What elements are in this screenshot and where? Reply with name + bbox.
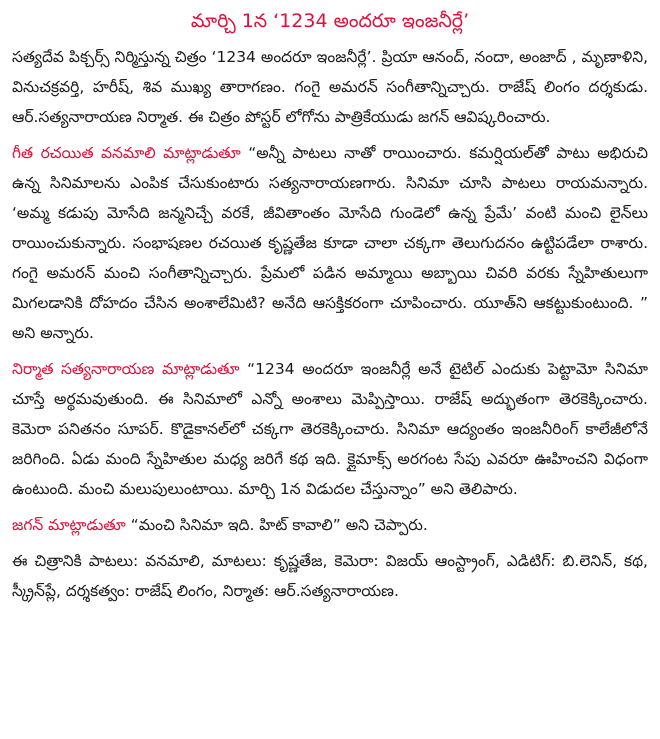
- producer-quote-paragraph: [12, 354, 648, 504]
- lyricist-quote-paragraph: [12, 138, 648, 348]
- jagan-speaker: జగన్ మాట్లాడుతూ: [12, 516, 126, 534]
- producer-quote-text: “1234 అందరూ ఇంజనీర్లే అనే టైటిల్ ఎందుకు పెట్టామో సినిమా చూస్తే అర్థమవుతుంది. ఈ సినిమాలో ఎన్నో అంశాలు మెప్పిస్తాయి. రాజేష్ అద్భుతంగా తెరకెక్కించారు. కెమెరా పనితనం సూపర్. కొడైకానల్‌లో చక్కగా తెరకెక్కించారు. సినిమా ఆద్యంతం ఇంజనీరింగ్ కాలేజీలోనే జరిగింది. ఏడు మంది స్నేహితుల మధ్య జరిగే కథ ఇది. క్లైమాక్స్ అరగంట సేపు ఎవరూ ఊహించని విధంగా ఉంటుంది. మంచి మలుపులుంటాయి. మార్చి 1న విడుదల చేస్తున్నాం” అని తెలిపారు.: [12, 360, 648, 498]
- lyricist-speaker: గీత రచయిత వనమాలి మాట్లాడుతూ: [12, 144, 241, 162]
- jagan-quote-text: “మంచి సినిమా ఇది. హిట్ కావాలి” అని చెప్పారు.: [125, 516, 428, 534]
- credits-paragraph: ఈ చిత్రానికి పాటలు: వనమాలి, మాటలు: కృష్ణతేజ, కెమెరా: విజయ్ ఆంస్ట్రాంగ్, ఎడిటిగ్: బి.లెనిన్, కథ, స్క్రీన్‌ప్లే, దర్శకత్వం: రాజేష్ లింగం, నిర్మాత: ఆర్.సత్యనారాయణ.: [12, 552, 648, 600]
- article-title: మార్చి 1న ‘1234 అందరూ ఇంజనీర్లే’: [190, 10, 470, 32]
- intro-paragraph: సత్యదేవ పిక్చర్స్ నిర్మిస్తున్న చిత్రం ‘1234 అందరూ ఇంజనీర్లే’. ప్రియా ఆనంద్, నందా, అంజాద్ , మృణాళిని, వినుచక్రవర్తి, హరీష్, శివ ముఖ్య తారాగణం. గంగై అమరన్ సంగీతాన్నిచ్చారు. రాజేష్ లింగం దర్శకుడు. ఆర్.సత్యనారాయణ నిర్మాత. ఈ చిత్రం పోస్టర్ లోగోను పాత్రికేయుడు జగన్ ఆవిష్కరించారు.: [12, 48, 648, 126]
- producer-speaker: నిర్మాత సత్యనారాయణ మాట్లాడుతూ: [12, 360, 240, 378]
- jagan-quote-paragraph: [12, 510, 648, 540]
- lyricist-quote-text: “అన్నీ పాటలు నాతో రాయించారు. కమర్షియల్‌తో పాటు అభిరుచి ఉన్న సినిమాలను ఎంపిక చేసుకుంటారు సత్యనారాయణగారు. సినిమా చూసి పాటలు రాయమన్నారు. ‘అమ్మ కడుపు మోసేది జన్మనిచ్చే వరకే, జీవితాంతం మోసేది గుండెలో ఉన్న ప్రేమే’ వంటి మంచి లైన్‌లు రాయించుకున్నారు. సంభాషణల రచయిత కృష్ణతేజ కూడా చాలా చక్కగా తెలుగుదనం ఉట్టిపడేలా రాశారు. గంగై అమరన్ మంచి సంగీతాన్నిచ్చారు. ప్రేమలో పడిన అమ్మాయి అబ్బాయి చివరి వరకు స్నేహితులుగా మిగలడానికి దోహదం చేసిన అంశాలేమిటి? అనేది ఆసక్తికరంగా చూపించారు. యూత్‌ని ఆకట్టుకుంటుంది. ” అని అన్నారు.: [12, 144, 648, 342]
